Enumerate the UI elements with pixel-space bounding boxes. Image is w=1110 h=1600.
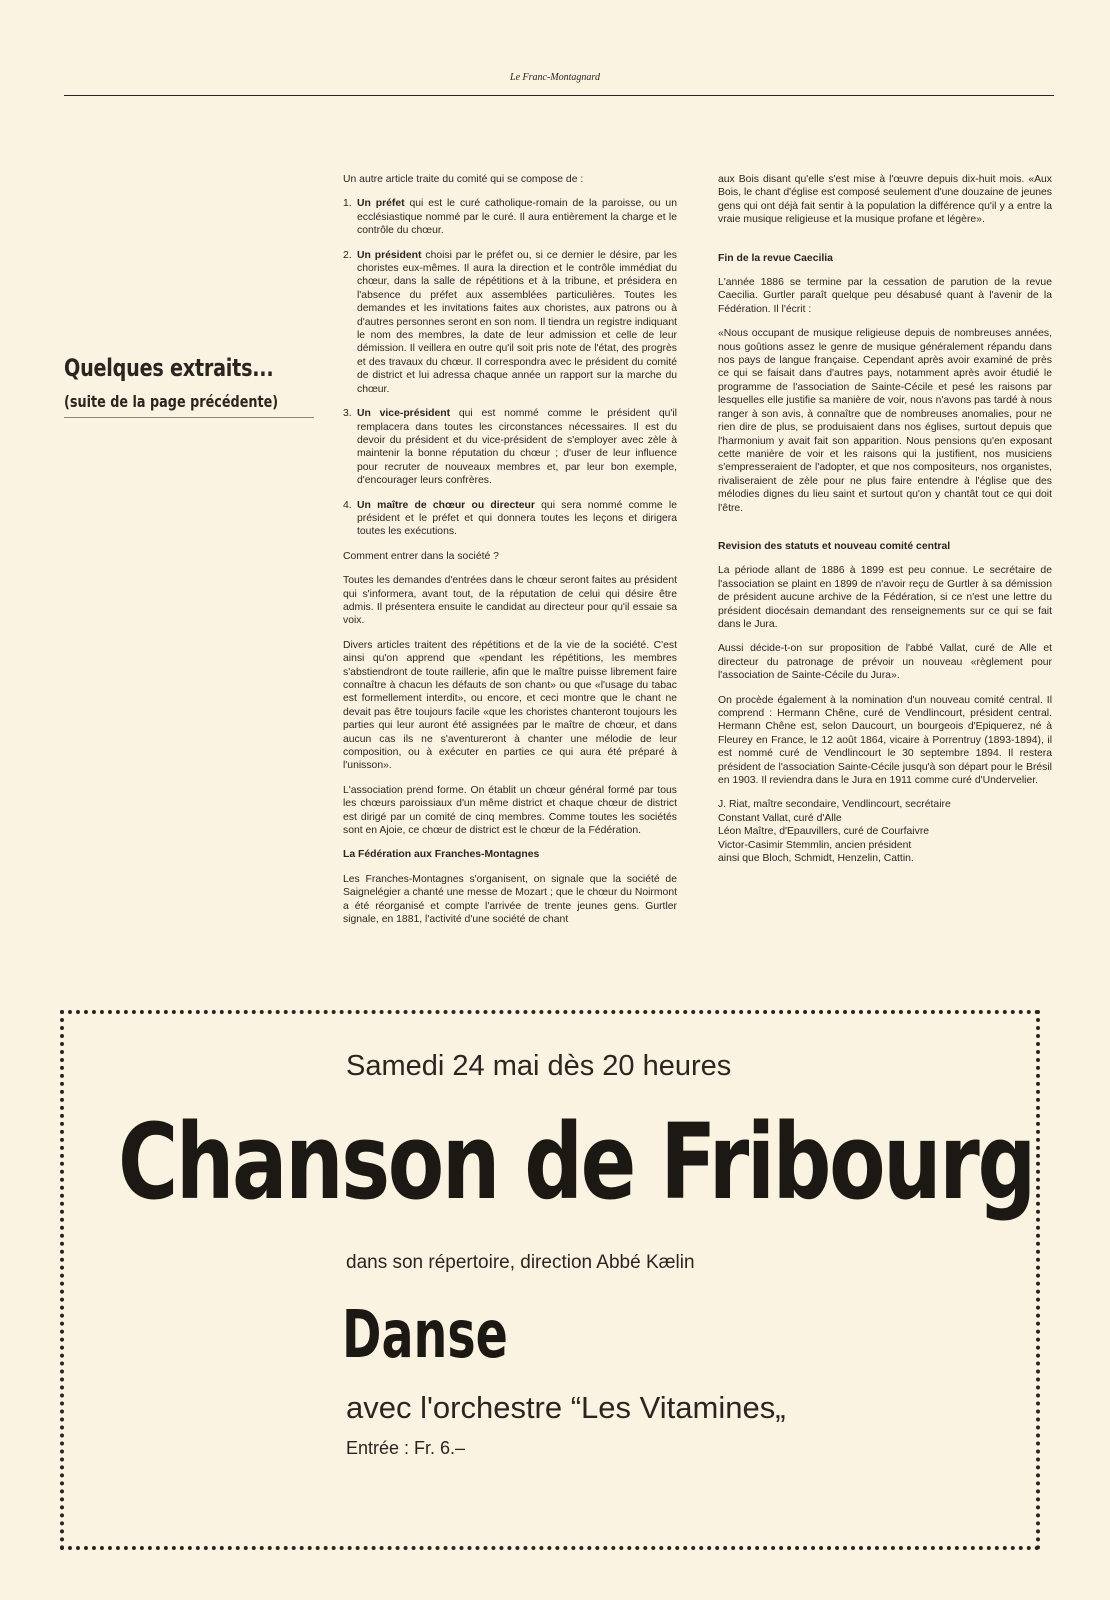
- spacer: [718, 526, 1052, 540]
- list-item: Victor-Casimir Stemmlin, ancien président: [718, 839, 912, 851]
- paragraph: Toutes les demandes d'entrées dans le chœur seront faites au président qui s'informera, avant tout, de la réputation de celui qui désire être admis. Il présentera ensuite le candidat au directeur pour qu'il essaie sa voix.: [343, 575, 677, 627]
- paragraph: L'année 1886 se termine par la cessation de parution de la revue Caecilia. Gurtler paraît quelque peu désabusé quant à l'avenir de la Fédération. Il l'écrit :: [718, 277, 1052, 315]
- list-item: ainsi que Bloch, Schmidt, Henzelin, Cattin.: [718, 853, 914, 865]
- article-column-1: [343, 173, 677, 938]
- paragraph: L'association prend forme. On établit un chœur général formé par tous les chœurs paroissiaux d'un même district et chaque chœur de district est dirigé par un comité de cinq membres. Comme toutes les sociétés sont en Ajoie, ce chœur de district est le chœur de la Fédération.: [343, 784, 677, 837]
- intro-paragraph: Un autre article traite du comité qui se compose de :: [343, 174, 584, 185]
- paragraph: La période allant de 1886 à 1899 est peu connue. Le secrétaire de l'association se plaint en 1899 de n'avoir reçu de Gurtler à sa démission de président aucune archive de la Fédération, si ce n'est une lettre du président diocésain demandant des renseignements sur ce qui se fait dans le Jura.: [718, 565, 1052, 630]
- event-advertisement: [60, 1010, 1040, 1550]
- sidebar-title: Quelques extraits...: [64, 354, 274, 382]
- sidebar: [64, 354, 310, 418]
- item-text: [357, 197, 677, 237]
- orchestra-line: avec l'orchestre “Les Vitamines„: [346, 1390, 786, 1425]
- event-title: Chanson de Fribourg: [118, 1101, 1034, 1223]
- list-item: [343, 407, 677, 487]
- sidebar-subtitle: (suite de la page précédente): [64, 392, 279, 411]
- item-bold: Un maître de chœur ou directeur: [357, 499, 535, 511]
- sidebar-rule: [64, 417, 314, 418]
- event-date: Samedi 24 mai dès 20 heures: [346, 1050, 732, 1082]
- item-body: qui est le curé catholique-romain de la paroisse, ou un ecclésiastique nommé par le curé. Il aura entièrement la charge et le contrôle du chœur.: [357, 198, 677, 237]
- paragraph: Aussi décide-t-on sur proposition de l'abbé Vallat, curé de Alle et directeur du patronage de prévoir un nouveau «règlement pour l'association de Sainte-Cécile du Jura».: [718, 643, 1052, 682]
- list-item: [343, 249, 677, 396]
- item-text: [357, 407, 677, 487]
- section-heading: Revision des statuts et nouveau comité central: [718, 540, 951, 552]
- item-number: 2.: [343, 249, 352, 261]
- item-text: [357, 249, 677, 396]
- item-number: 3.: [343, 408, 352, 420]
- item-text: [357, 499, 677, 539]
- event-subtitle: dans son répertoire, direction Abbé Kælin: [346, 1252, 695, 1273]
- item-bold: Un vice-président: [357, 408, 451, 420]
- list-item: Constant Vallat, curé d'Alle: [718, 812, 842, 824]
- list-item: [343, 499, 677, 539]
- running-head: Le Franc-Montagnard: [510, 72, 600, 83]
- item-bold: Un préfet: [357, 198, 405, 210]
- item-body: qui sera nommé comme le président et le préfet et qui donnera toutes les leçons et dirigera toutes les exécutions.: [357, 499, 677, 538]
- item-body: qui est nommé comme le président qu'il remplacera dans toutes les circonstances nécessaires. Il est du devoir du président et du vice-président de s'employer avec zèle à maintenir la bonne réputation du chœur ; d'user de leur influence pour recruter de nouveaux membres et, par leur bon exemple, d'encourager leurs confrères.: [357, 408, 677, 487]
- paragraph: On procède également à la nomination d'un nouveau comité central. Il comprend : Hermann Chêne, curé de Vendlincourt, président central. Hermann Chêne est, selon Daucourt, un bourgeois d'Epiquerez, né à Fleurey en France, le 12 août 1864, vicaire à Porrentruy (1893-1894), il est nommé curé de Vendlincourt le 30 septembre 1894. Il restera président de l'association Sainte-Cécile jusqu'à son départ pour le Brésil en 1903. Il reviendra dans le Jura en 1911 comme curé d'Undervelier.: [718, 694, 1052, 787]
- item-bold: Un président: [357, 249, 422, 261]
- item-number: 4.: [343, 499, 352, 511]
- paragraph: «Nous occupant de musique religieuse depuis de nombreuses années, nous goûtions assez le genre de musique généralement répandu dans nos pays de langue française. Cependant après avoir examiné de près ce qui se faisait dans d'autres pays, notamment après avoir étudié le programme de l'association de Sainte-Cécile et pesé les raisons par lesquelles elle justifie sa manière de voir, nous n'avons pas tardé à nous ranger à son avis, à connaître que de nombreuses anomalies, pour ne rien dire de plus, se produisaient dans nos églises, surtout depuis que l'harmonium y avait fait son apparition. Nous pensions qu'en exposant cette manière de voir et les raisons qui la justifient, nos musiciens s'empresseraient de l'adopter, et que nos compositeurs, nos organistes, rivaliseraient de zèle pour ne plus faire entendre à l'église que des mélodies dignes du lieu saint et surtout qu'on y chantât tout ce qui doit l'être.: [718, 328, 1052, 514]
- dance-heading: Danse: [342, 1296, 508, 1373]
- article-column-2: [718, 173, 1052, 865]
- item-number: 1.: [343, 198, 352, 210]
- list-item: [343, 197, 677, 237]
- header-rule: [64, 95, 1054, 96]
- spacer: [718, 238, 1052, 252]
- item-body: choisi par le préfet ou, si ce dernier le désire, par les choristes eux-mêmes. Il aura la direction et le contrôle immédiat du chœur, dans la salle de répétitions et à la tribune, et présidera en l'absence du préfet aux assemblées particulières. Toutes les demandes et les invitations faites aux choristes, aux patrons ou à d'autres personnes seront en son nom. Il tiendra un registre indiquant le nom des membres, la date de leur admission et celle de leur démission. Il veillera en outre qu'il soit pris note de l'état, des progrès et des travaux du chœur. Il correspondra avec le président du comité de district et lui adressa chaque année un rapport sur la marche du chœur.: [357, 249, 677, 395]
- paragraph: Comment entrer dans la société ?: [343, 550, 499, 562]
- paragraph: aux Bois disant qu'elle s'est mise à l'œuvre depuis dix-huit mois. «Aux Bois, le chant d'église est composé seulement d'une douzaine de jeunes gens qui ont déjà fait sentir à la population la différence qu'il y a entre la vraie musique religieuse et la musique profane et légère».: [718, 174, 1052, 226]
- list-item: J. Riat, maître secondaire, Vendlincourt, secrétaire: [718, 799, 951, 811]
- committee-list: [718, 798, 1052, 865]
- entry-price: Entrée : Fr. 6.–: [346, 1438, 466, 1458]
- paragraph: Les Franches-Montagnes s'organisent, on signale que la société de Saignelégier a chanté une messe de Mozart ; que le chœur du Noirmont a été réorganisé et compte l'arrivée de trente jeunes gens. Gurtler signale, en 1881, l'activité d'une société de chant: [343, 873, 677, 926]
- section-heading: Fin de la revue Caecilia: [718, 252, 833, 264]
- section-heading: La Fédération aux Franches-Montagnes: [343, 849, 540, 861]
- paragraph: Divers articles traitent des répétitions et de la vie de la société. C'est ainsi qu'on apprend que «pendant les répétitions, les membres s'abstiendront de toute raillerie, afin que le maître puisse librement faire connaître à chacun les défauts de son chant» ou que «l'usage du tabac est formellement interdit», ou encore, et ceci montre que le chant ne devait pas être toujours facile «que les choristes chanteront toujours les parties qui leur auront été assignées par le maître de chœur, et dans aucun cas ils ne s'aventureront à chanter une mélodie de leur composition, ou à exécuter en parties ce qui aura été préparé à l'unisson».: [343, 639, 677, 772]
- list-item: Léon Maître, d'Epauvillers, curé de Courfaivre: [718, 826, 930, 838]
